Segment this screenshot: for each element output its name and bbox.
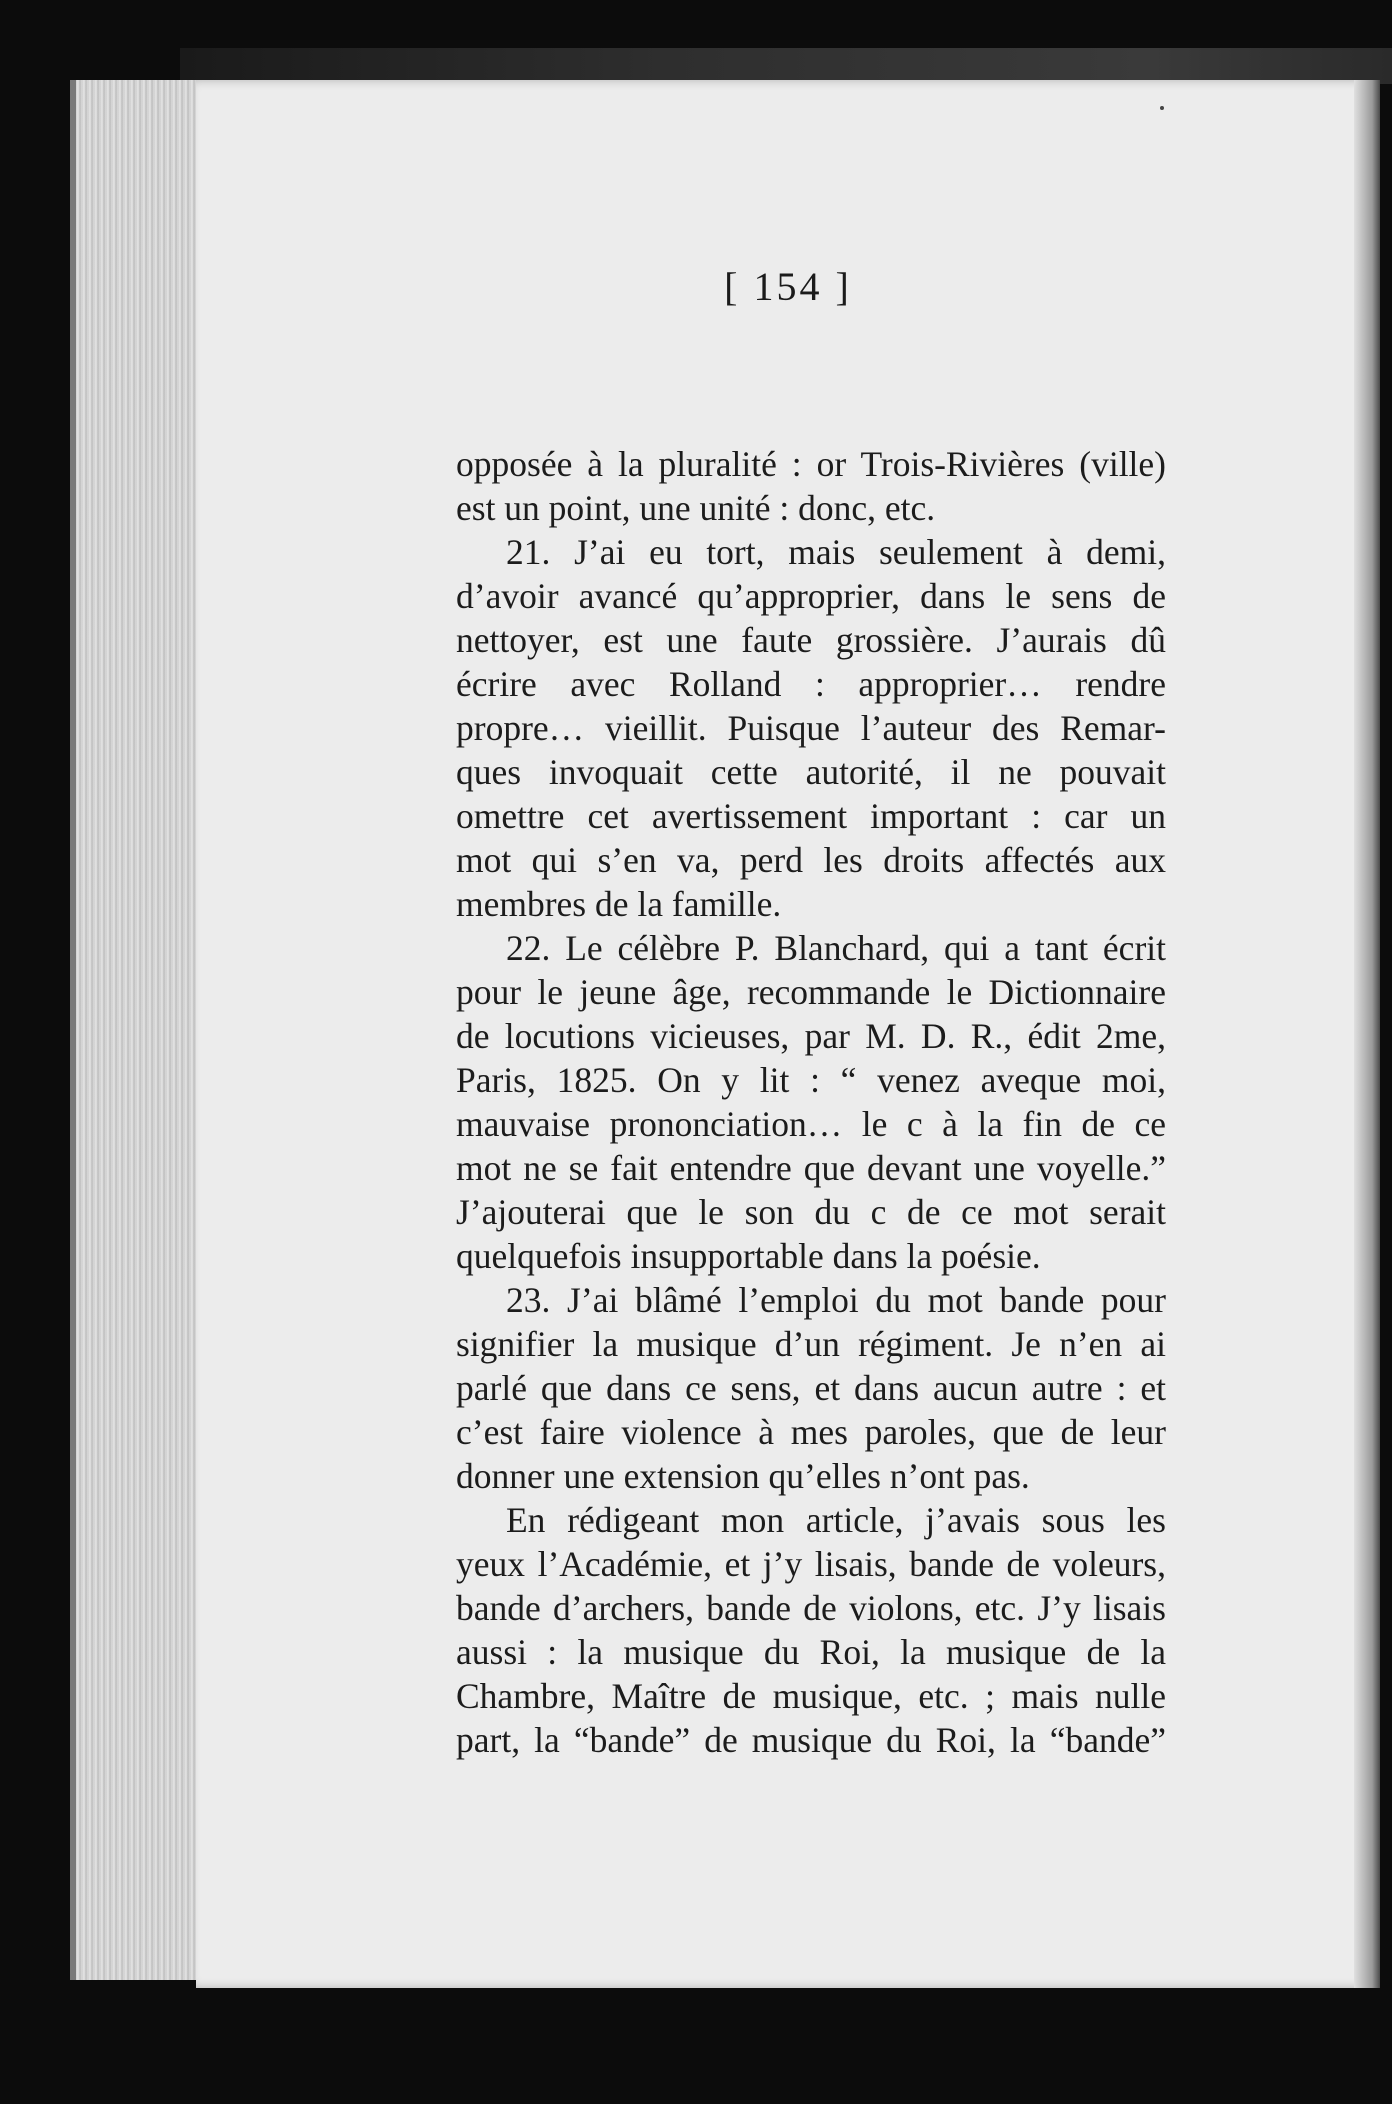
text-line: mot qui s’en va, perd les droits affectés aux — [456, 840, 1166, 880]
text-line: pour le jeune âge, recommande le Dictionnaire — [456, 972, 1166, 1012]
text-line: d’avoir avancé qu’approprier, dans le sens de — [456, 576, 1166, 616]
text-line: opposée à la pluralité : or Trois-Rivières (ville) — [456, 444, 1166, 484]
text-line: bande d’archers, bande de violons, etc. J’y lisais — [456, 1588, 1166, 1628]
text-line: Chambre, Maître de musique, etc. ; mais nulle — [456, 1676, 1166, 1716]
text-line: aussi : la musique du Roi, la musique de la — [456, 1632, 1166, 1672]
text-line: mauvaise prononciation… le c à la fin de ce — [456, 1104, 1166, 1144]
body-text — [456, 442, 1166, 1762]
text-line: omettre cet avertissement important : car un — [456, 796, 1166, 836]
paper-spot — [1160, 106, 1164, 110]
book-top-edge — [180, 48, 1392, 84]
text-line: ques invoquait cette autorité, il ne pouvait — [456, 752, 1166, 792]
text-line: écrire avec Rolland : approprier… rendre — [456, 664, 1166, 704]
text-line: donner une extension qu’elles n’ont pas. — [456, 1456, 1030, 1496]
text-line: est un point, une unité : donc, etc. — [456, 488, 936, 528]
page-gutter — [1354, 80, 1380, 1988]
text-line: 21. J’ai eu tort, mais seulement à demi, — [506, 532, 1166, 572]
text-line: J’ajouterai que le son du c de ce mot serait — [456, 1192, 1166, 1232]
text-line: membres de la famille. — [456, 884, 782, 924]
page-stack-edge — [70, 80, 206, 1980]
text-line: 23. J’ai blâmé l’emploi du mot bande pour — [506, 1280, 1166, 1320]
text-line: propre… vieillit. Puisque l’auteur des Remar- — [456, 708, 1166, 748]
page-number: [ 154 ] — [724, 264, 852, 309]
text-line: En rédigeant mon article, j’avais sous les — [506, 1500, 1166, 1540]
text-line: de locutions vicieuses, par M. D. R., édit 2me, — [456, 1016, 1166, 1056]
text-line: yeux l’Académie, et j’y lisais, bande de voleurs, — [456, 1544, 1166, 1584]
text-line: parlé que dans ce sens, et dans aucun autre : et — [456, 1368, 1166, 1408]
text-line: part, la “bande” de musique du Roi, la “bande” — [456, 1720, 1166, 1760]
book-page — [196, 80, 1380, 1988]
text-line: signifier la musique d’un régiment. Je n’en ai — [456, 1324, 1166, 1364]
text-line: c’est faire violence à mes paroles, que de leur — [456, 1412, 1166, 1452]
text-line: 22. Le célèbre P. Blanchard, qui a tant écrit — [506, 928, 1166, 968]
text-line: nettoyer, est une faute grossière. J’aurais dû — [456, 620, 1166, 660]
text-line: mot ne se fait entendre que devant une voyelle.” — [456, 1148, 1166, 1188]
text-line: Paris, 1825. On y lit : “ venez aveque moi, — [456, 1060, 1166, 1100]
text-line: quelquefois insupportable dans la poésie. — [456, 1236, 1041, 1276]
